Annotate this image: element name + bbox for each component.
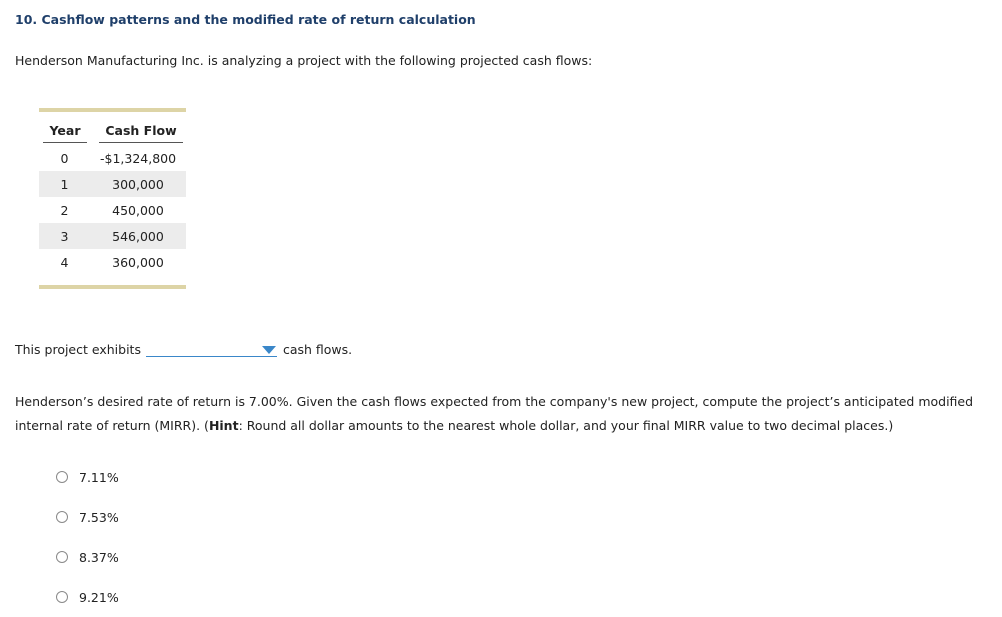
question-title: 10. Cashflow patterns and the modified rate of return calculation <box>15 12 476 27</box>
option-label: 8.37% <box>79 549 119 565</box>
answer-option[interactable] <box>56 537 119 577</box>
option-label: 9.21% <box>79 589 119 605</box>
cell-cash-flow: 300,000 <box>112 176 164 192</box>
pattern-question-lead: This project exhibits <box>15 342 141 357</box>
mirr-question <box>15 390 975 438</box>
pattern-question-tail: cash flows. <box>282 342 353 357</box>
table-row <box>39 249 186 275</box>
radio-button[interactable] <box>56 471 68 483</box>
header-cash-flow: Cash Flow <box>99 123 183 143</box>
pattern-question <box>15 342 352 357</box>
cell-cash-flow: 450,000 <box>112 202 164 218</box>
radio-button[interactable] <box>56 511 68 523</box>
cell-year: 4 <box>60 254 69 270</box>
radio-button[interactable] <box>56 551 68 563</box>
answer-option[interactable] <box>56 577 119 617</box>
cell-year: 3 <box>60 228 69 244</box>
table-row <box>39 223 186 249</box>
cash-flow-pattern-dropdown[interactable] <box>146 342 277 357</box>
question-intro: Henderson Manufacturing Inc. is analyzing a project with the following projected cash flows: <box>15 53 593 68</box>
table-row <box>39 197 186 223</box>
chevron-down-icon <box>262 346 276 354</box>
cell-cash-flow: 360,000 <box>112 254 164 270</box>
hint-label: Hint <box>208 418 239 433</box>
mirr-question-text: Henderson’s desired rate of return is 7.00%. Given the cash flows expected from the company's new project, compute the project’s anticipated modified internal rate of return (MIRR). ( <box>15 394 974 433</box>
answer-option[interactable] <box>56 497 119 537</box>
mirr-question-hint: : Round all dollar amounts to the nearest whole dollar, and your final MIRR value to two decimal places.) <box>238 418 894 433</box>
radio-button[interactable] <box>56 591 68 603</box>
answer-options <box>56 457 119 617</box>
cell-year: 2 <box>60 202 69 218</box>
header-year: Year <box>43 123 87 143</box>
cash-flow-table <box>39 108 186 289</box>
cell-year: 1 <box>60 176 69 192</box>
cell-cash-flow: -$1,324,800 <box>100 150 177 166</box>
option-label: 7.53% <box>79 509 119 525</box>
table-row <box>39 171 186 197</box>
cell-cash-flow: 546,000 <box>112 228 164 244</box>
table-row <box>39 145 186 171</box>
answer-option[interactable] <box>56 457 119 497</box>
table-header <box>39 112 186 143</box>
option-label: 7.11% <box>79 469 119 485</box>
cell-year: 0 <box>60 150 69 166</box>
